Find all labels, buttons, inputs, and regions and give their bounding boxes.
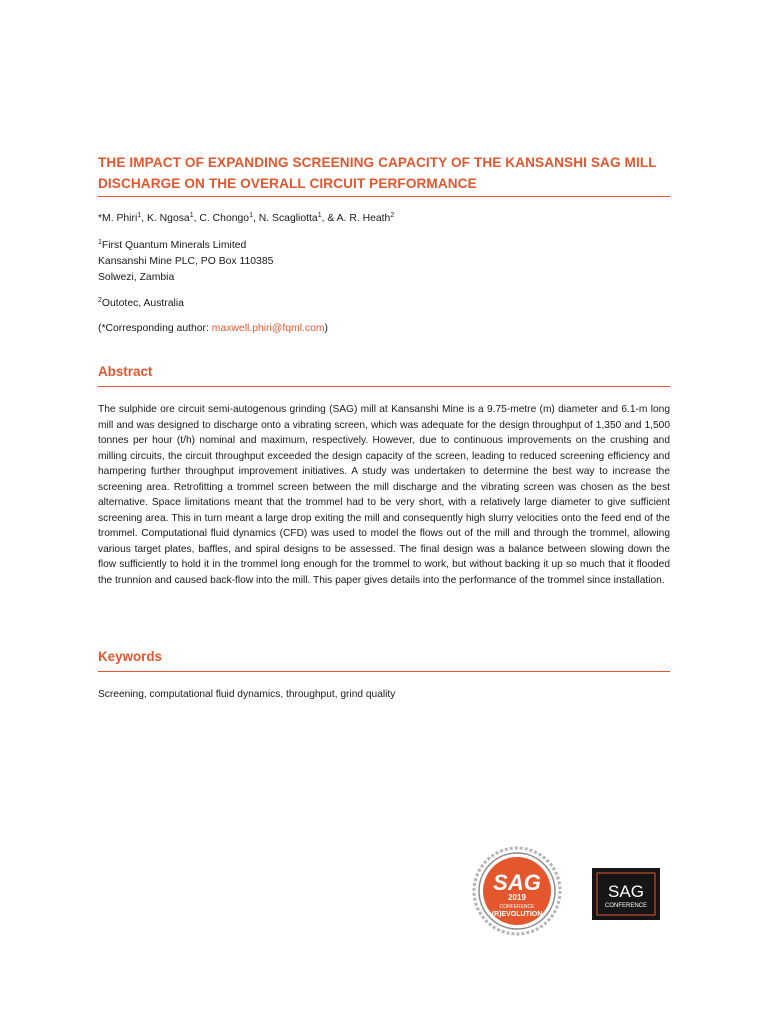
affiliation-org: Outotec, Australia [101, 298, 184, 309]
logo-sag-text: SAG [608, 882, 644, 901]
sag-2019-conference-logo [472, 846, 562, 936]
author: *M. Phiri [98, 213, 138, 224]
corresponding-author [98, 322, 328, 336]
keywords-rule [98, 671, 670, 672]
sag-conference-logo [592, 868, 660, 920]
affiliation-2 [98, 296, 184, 312]
corresponding-suffix: ) [324, 323, 329, 334]
logo-revolution-text: (R)EVOLUTION [491, 911, 543, 918]
author: N. Scagliotta [258, 213, 318, 224]
paper-title: THE IMPACT OF EXPANDING SCREENING CAPACITY OF THE KANSANSHI SAG MILL DISCHARGE ON THE OVERALL CIRCUIT PERFORMANCE [98, 155, 657, 191]
affiliation-city: Solwezi, Zambia [98, 272, 175, 283]
title-rule [98, 196, 670, 197]
author-separator: , & [321, 213, 337, 224]
author: C. Chongo [199, 213, 250, 224]
logo-main-text: SAG [493, 870, 541, 895]
affiliation-1 [98, 238, 273, 286]
keywords-text: Screening, computational fluid dynamics, throughput, grind quality [98, 689, 396, 700]
author-list [98, 212, 394, 226]
author-affiliation-mark: 1 [137, 212, 142, 219]
keywords-heading: Keywords [98, 649, 162, 664]
abstract-rule [98, 386, 670, 387]
affiliation-org: First Quantum Minerals Limited [101, 240, 247, 251]
author-affiliation-mark: 1 [249, 212, 253, 219]
author: A. R. Heath [336, 213, 391, 224]
author-separator: , [252, 213, 259, 224]
logo-conference-text: CONFERENCE [604, 903, 648, 909]
logo-conference-text: CONFERENCE [499, 904, 535, 910]
logo-year-text: 2019 [508, 893, 526, 902]
affiliation-address: Kansanshi Mine PLC, PO Box 110385 [98, 256, 274, 267]
abstract-text: The sulphide ore circuit semi-autogenous grinding (SAG) mill at Kansanshi Mine is a 9.75-metre (m) diameter and 6.1-m long mill and was designed to discharge onto a vibrating screen, which was adequate for the design throughput of 1,350 and 1,500 tonnes per hour (t/h) nominal and maximum, respectively. However, due to continuous improvements on the crushing and milling circuits, the circuit throughput exceeded the design capacity of the screen, leading to reduced screening efficiency and hampering further throughput improvement initiatives. A study was undertaken to determine the best way to increase the screening area. Retrofitting a trommel screen between the mill discharge and the vibrating screen was chosen as the best alternative. Space limitations meant that the trommel had to be very short, with a relatively large diameter to give sufficient screening area. This in turn meant a large drop exiting the mill and consequently high slurry velocities onto the feed end of the trommel. Computational fluid dynamics (CFD) was used to model the flows out of the mill and through the trommel, allowing various target plates, baffles, and spiral designs to be assessed. The final design was a balance between slowing down the flow sufficiently to hold it in the trommel long enough for the trommel to work, but without backing it up so much that it flooded the trunnion and caused back-flow into the mill. This paper gives details into the performance of the trommel since installation. [98, 404, 670, 586]
author-affiliation-mark: 2 [390, 212, 395, 219]
affiliation-mark: 2 [98, 297, 102, 304]
author: K. Ngosa [146, 213, 190, 224]
corresponding-prefix: (*Corresponding author: [98, 323, 212, 334]
author-separator: , [193, 213, 200, 224]
affiliation-mark: 1 [98, 239, 102, 246]
author-affiliation-mark: 1 [317, 212, 322, 219]
author-affiliation-mark: 1 [189, 212, 194, 219]
author-separator: , [141, 213, 147, 224]
abstract-heading: Abstract [98, 364, 153, 379]
corresponding-email-link[interactable]: maxwell.phiri@fqml.com [211, 323, 325, 334]
